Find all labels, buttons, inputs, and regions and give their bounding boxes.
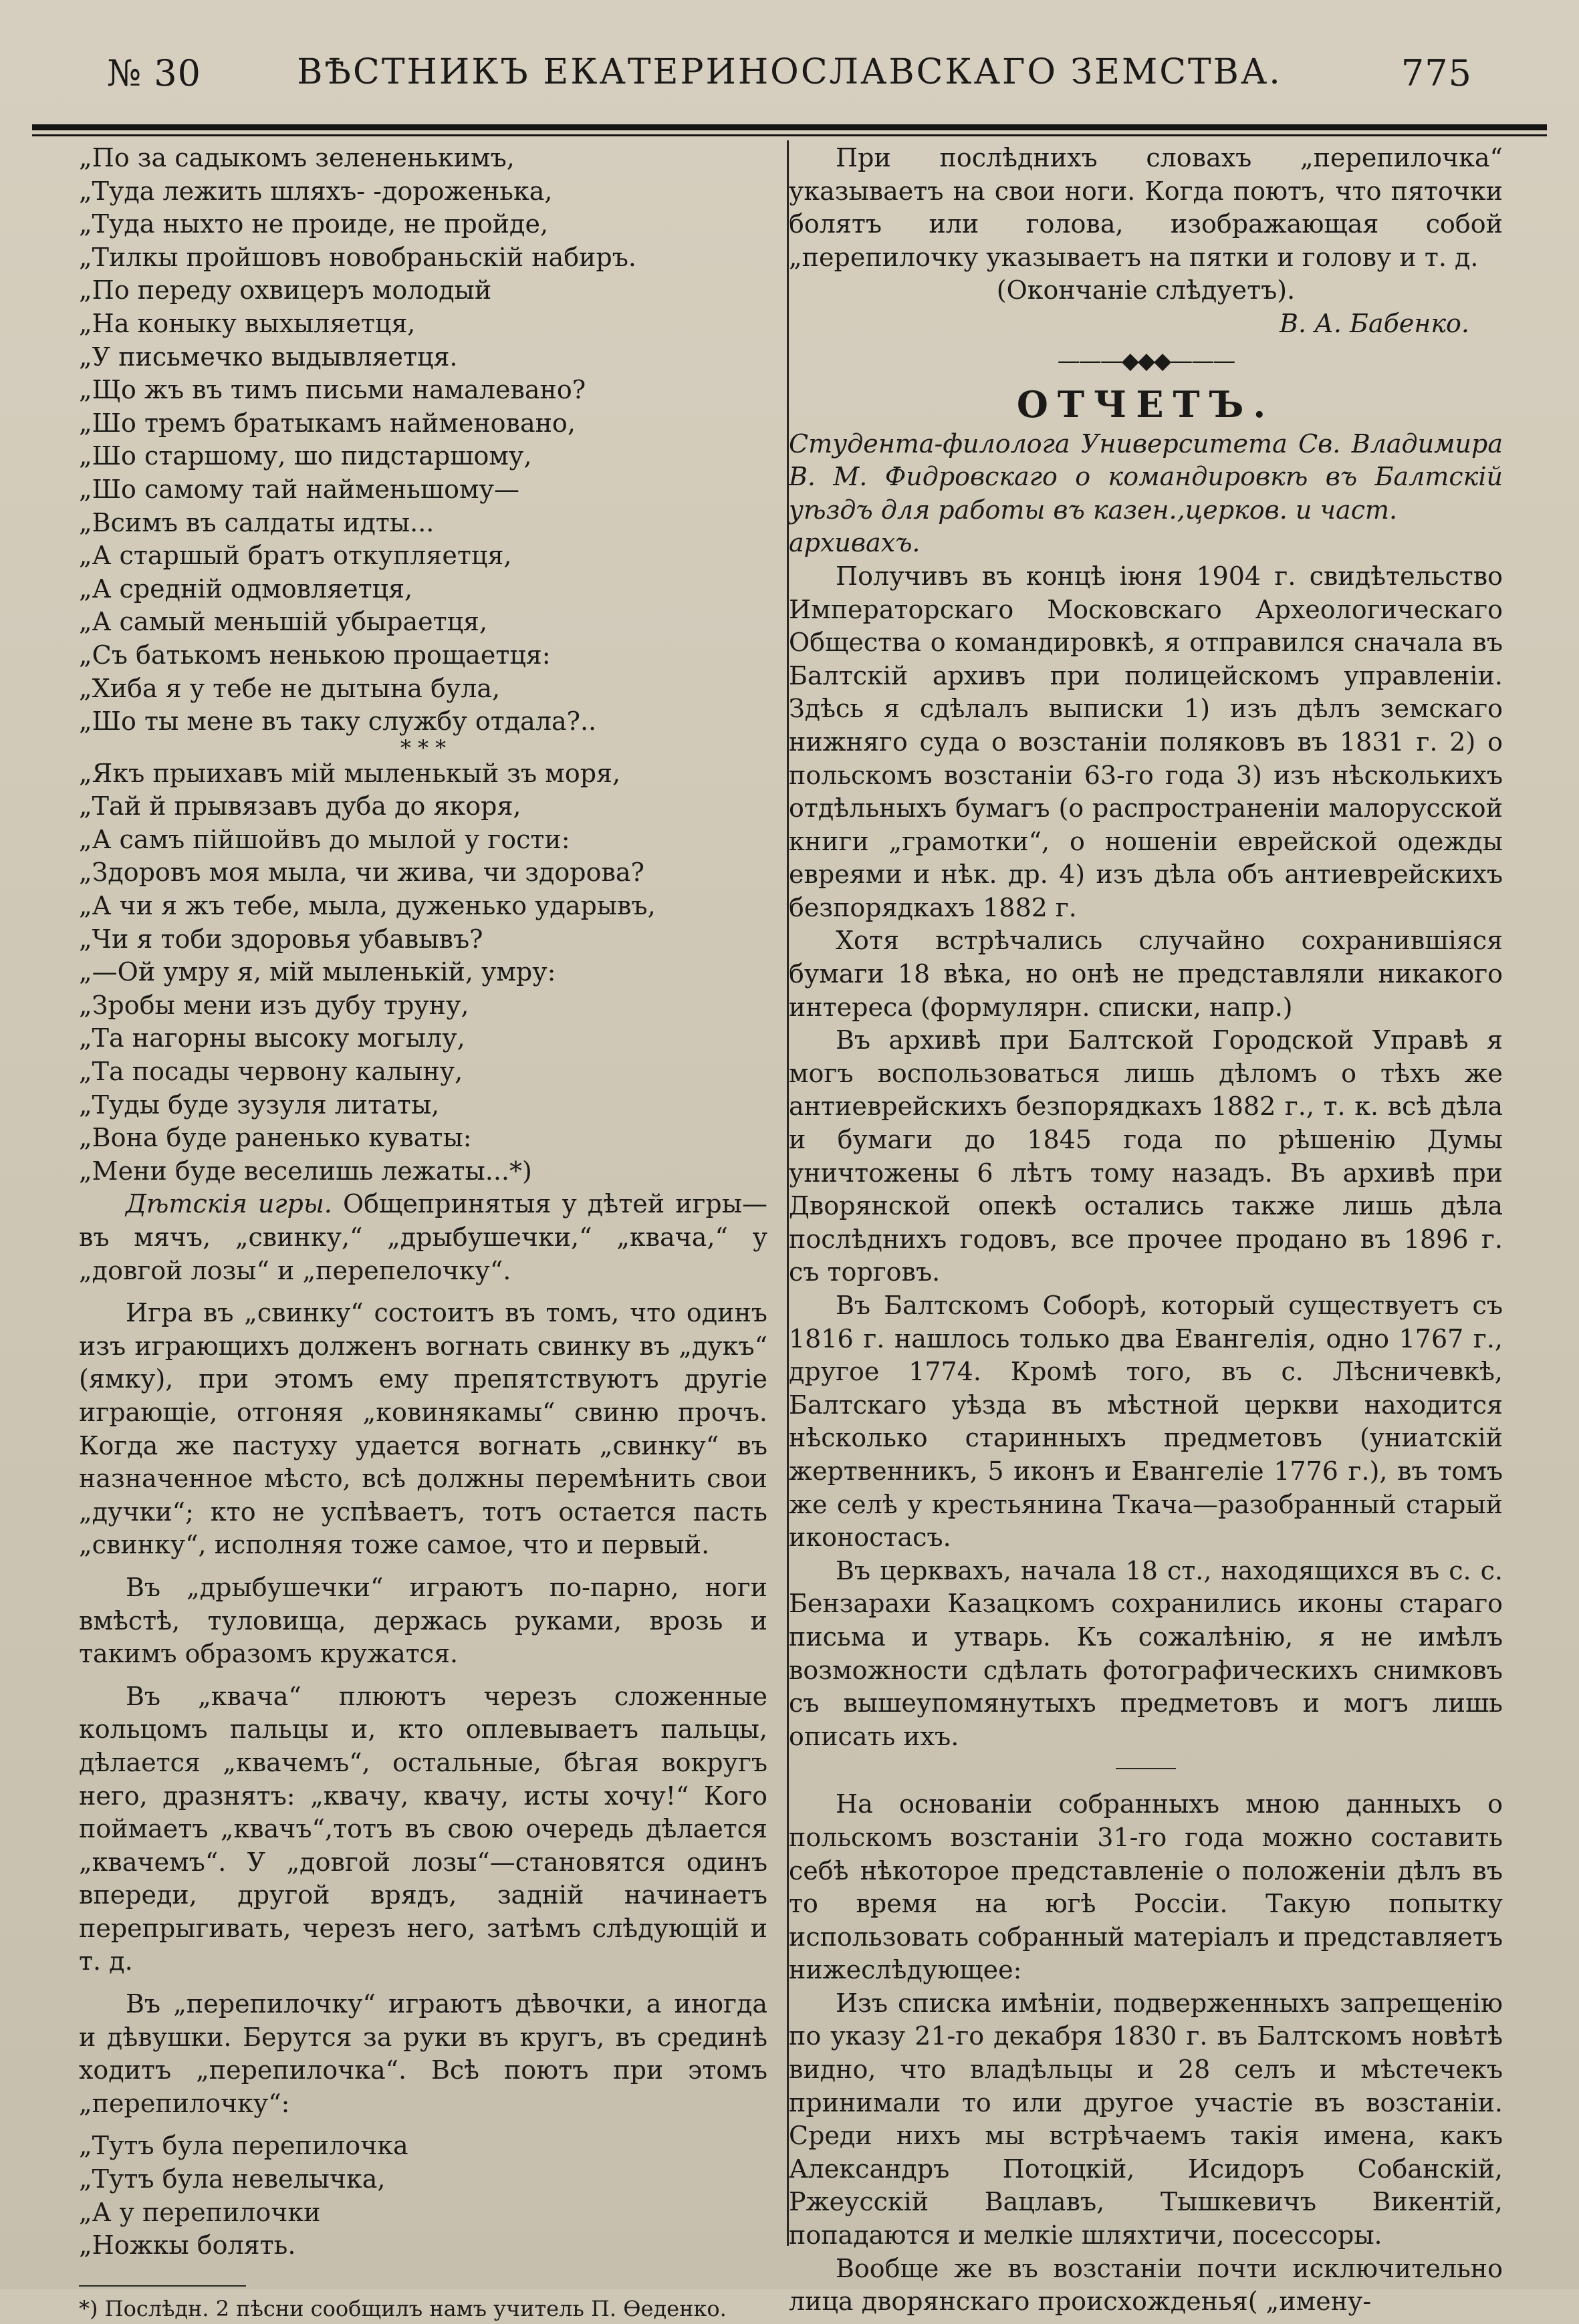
paragraph-last-words: При послѣднихъ словахъ „перепилочка“ указываетъ на свои ноги. Когда поютъ, что пяточки болятъ или голова, изображающая собой „перепилочку указываетъ на пятки и голову и т. д. — [789, 143, 1503, 272]
paragraph-kvacha: Въ „квача“ плюютъ черезъ сложенные кольцомъ пальцы и, кто оплевываетъ пальцы, дѣлается „квачемъ“, остальные, бѣгая вокругъ него, дразнятъ: „квачу, квачу, исты хочу!“ Кого поймаетъ „квачъ“,тотъ въ свою очередь дѣлается „квачемъ“. У „довгой лозы“—становятся одинъ впереди, другой врядъ, задній начинаетъ перепрыгивать, черезъ него, затѣмъ слѣдующій и т. д. — [79, 1681, 767, 1976]
verse-line: „Шо старшому, шо пидстаршому, — [79, 441, 532, 471]
verse-line: „А чи я жъ тебе, мыла, дуженько ударывъ, — [79, 891, 656, 921]
paragraph-estates-list: Изъ списка имѣніи, подверженныхъ запрещенію по указу 21-го декабря 1830 г. въ Балтскомъ новѣтѣ видно, что владѣльцы и 28 селъ и мѣстечекъ принимали то или другое участіе въ возстаніи. Среди нихъ мы встрѣчаемъ такія имена, какъ Александръ Потоцкій, Исидоръ Собанскій, Ржеусскій Вацлавъ, Тышкевичъ Викентій, попадаются и мелкіе шляхтичи, посессоры. — [789, 1988, 1503, 2250]
verse-line: „Чи я тоби здоровья убавывъ? — [79, 924, 483, 954]
footnote-rule — [79, 2285, 246, 2287]
song-verse-3 — [79, 2129, 767, 2262]
verse-line: „Тай й прывязавъ дуба до якоря, — [79, 791, 521, 821]
verse-line: „Туды буде зузуля литаты, — [79, 1089, 440, 1120]
header-rule-thin — [32, 134, 1547, 136]
verse-line: „А средній одмовляетця, — [79, 573, 413, 604]
small-separator — [1116, 1768, 1176, 1769]
verse-line: „Мени буде веселишь лежаты...*) — [79, 1156, 532, 1186]
children-games-heading: Дѣтскія игры. — [126, 1189, 332, 1219]
paragraph-nobility: Вообще же въ возстаніи почти исключительно лица дворянскаго происхожденья( „имену- — [789, 2253, 1503, 2317]
verse-line: „Тутъ була невелычка, — [79, 2164, 386, 2194]
paragraph-uprising-data: На основаніи собранныхъ мною данныхъ о польскомъ возстаніи 31-го года можно составить себѣ нѣкоторое представленіе о положеніи дѣлъ въ то время на югѣ Россіи. Такую попытку использовать собранный матеріалъ и представляетъ нижеслѣдующее: — [789, 1789, 1503, 1985]
paragraph-received: Получивъ въ концѣ іюня 1904 г. свидѣтельство Императорскаго Московскаго Археологическаго Общества о командировкѣ, я отправился сначала въ Балтскій архивъ при полицейскомъ управленіи. Здѣсь я сдѣлалъ выписки 1) изъ дѣлъ земскаго нижняго суда о возстаніи поляковъ въ 1831 г. 2) о польскомъ возстаніи 63-го года 3) изъ нѣсколькихъ отдѣльныхъ бумагъ (о распространеніи малорусской книги „грамотки“, о ношеніи еврейской одежды евреями и нѣк. др. 4) изъ дѣла объ антиеврейскихъ безпорядкахъ 1882 г. — [789, 561, 1503, 922]
report-title: ОТЧЕТЪ. — [1016, 382, 1276, 426]
journal-title: ВѢСТНИКЪ ЕКАТЕРИНОСЛАВСКАГО ЗЕМСТВА. — [297, 52, 1282, 92]
verse-line: „А у перепилочки — [79, 2197, 321, 2227]
footnote: *) Послѣдн. 2 пѣсни сообщилъ намъ учитель П. Өеденко. — [79, 2295, 727, 2321]
page-header — [27, 40, 1552, 114]
paragraph-city-archive: Въ архивѣ при Балтской Городской Управѣ я могъ воспользоваться лишь дѣломъ о тѣхъ же антиеврейскихъ безпорядкахъ 1882 г., т. к. всѣ дѣла и бумаги до 1845 года по рѣшенію Думы уничтожены 6 лѣтъ тому назадъ. Въ архивѣ при Дворянской опекѣ остались также лишь дѣла послѣднихъ годовъ, все прочее продано въ 1896 г. съ торговъ. — [789, 1025, 1503, 1287]
verse-line: „Тутъ була перепилочка — [79, 2131, 408, 2161]
verse-line: „Що жъ въ тимъ письми намалевано? — [79, 375, 586, 405]
paragraph-cathedral: Въ Балтскомъ Соборѣ, который существуетъ съ 1816 г. нашлось только два Евангелія, одно 1767 г., другое 1774. Кромѣ того, въ с. Лѣсничевкѣ, Балтскаго уѣзда въ мѣстной церкви находится нѣсколько старинныхъ предметовъ (униатскій жертвенникъ, 5 иконъ и Евангеліе 1776 г.), въ томъ же селѣ у крестьянина Ткача—разобранный старый иконостасъ. — [789, 1291, 1503, 1553]
song-verse-2 — [79, 757, 767, 1188]
verse-line: „Съ батькомъ ненькою прощаетця: — [79, 640, 551, 670]
verse-line: „По переду охвицеръ молодый — [79, 275, 492, 305]
verse-line: „А старшый братъ откупляетця, — [79, 541, 512, 571]
verse-line: „У письмечко выдывляетця. — [79, 342, 458, 372]
verse-line: „Здоровъ моя мыла, чи жива, чи здорова? — [79, 858, 644, 888]
left-column — [79, 142, 767, 2324]
verse-line: „Шо самому тай найменьшому— — [79, 474, 519, 504]
right-column — [789, 142, 1503, 2319]
issue-number: № 30 — [107, 52, 201, 94]
verse-line: „По за садыкомъ зелененькимъ, — [79, 143, 515, 172]
verse-line: „Та посады червону калыну, — [79, 1057, 463, 1087]
section-asterisks: * * * — [400, 735, 447, 761]
verse-line: „Та нагорны высоку могылу, — [79, 1023, 465, 1053]
verse-line: „Всимъ въ салдаты идты... — [79, 507, 435, 537]
author-signature: В. А. Бабенко. — [1280, 308, 1469, 338]
song-verse-1 — [79, 142, 767, 739]
report-subtitle-line-2: В. М. Фидровскаго о командировкѣ въ Балтскій — [789, 462, 1503, 492]
verse-line: „Тилкы пройшовъ новобраньскій набиръ. — [79, 242, 636, 272]
report-subtitle-line-1: Студента-филолога Университета Св. Владимира — [789, 428, 1503, 459]
paragraph-svinka: Игра въ „свинку“ состоитъ въ томъ, что одинъ изъ играющихъ долженъ вогнать свинку въ „дукъ“ (ямку), при этомъ ему препятствуютъ другіе играющіе, отгоняя „ковинякамы“ свиню прочъ. Когда же пастуху удается вогнать „свинку“ въ назначенное мѣсто, всѣ должны перемѣнить свои „дучки“; кто не успѣваетъ, тотъ остается пасть „свинку“, исполняя тоже самое, что и первый. — [79, 1298, 767, 1560]
verse-line: „А самъ пійшойвъ до мылой у гости: — [79, 824, 570, 854]
verse-line: „Туда ныхто не проиде, не пройде, — [79, 209, 549, 239]
report-subtitle-line-3: уѣздъ для работы въ казен.,церков. и част. архивахъ. — [789, 495, 1398, 558]
verse-line: „Шо ты мене въ таку службу отдала?.. — [79, 706, 597, 737]
paragraph-drybushechki: Въ „дрыбушечки“ играютъ по-парно, ноги вмѣстѣ, туловища, держась руками, врозь и такимъ образомъ кружатся. — [79, 1572, 767, 1669]
ornament-divider: ———◆◆◆——— — [1057, 347, 1235, 374]
verse-line: „Хиба я у тебе не дытына була, — [79, 673, 501, 703]
verse-line: „Туда лежить шляхъ- -дороженька, — [79, 176, 553, 206]
verse-line: „Вона буде раненько куваты: — [79, 1123, 472, 1153]
to-be-continued: (Окончаніе слѣдуетъ). — [996, 275, 1296, 305]
verse-line: „Зробы мени изъ дубу труну, — [79, 990, 469, 1020]
verse-line: „Якъ прыихавъ мій мыленькый зъ моря, — [79, 758, 621, 788]
verse-line: „Шо тремъ братыкамъ найменовано, — [79, 408, 576, 438]
paragraph-18th-century: Хотя встрѣчались случайно сохранившіяся бумаги 18 вѣка, но онѣ не представляли никакого интереса (формулярн. списки, напр.) — [789, 926, 1503, 1022]
verse-line: „Ножкы болять. — [79, 2230, 296, 2261]
verse-line: „—Ой умру я, мій мыленькій, умру: — [79, 957, 556, 987]
children-games-intro: Дѣтскія игры. Общепринятыя у дѣтей игры— въ мячъ, „свинку,“ „дрыбушечки,“ „квача,“ у „довгой лозы“ и „перепелочку“. — [79, 1189, 768, 1285]
paragraph-churches: Въ церквахъ, начала 18 ст., находящихся въ с. с. Бензарахи Казацкомъ сохранились иконы стараго письма и утварь. Къ сожалѣнію, я не имѣлъ возможности сдѣлать фотографическихъ снимковъ съ вышеупомянутыхъ предметовъ и могъ лишь описать ихъ. — [789, 1555, 1503, 1751]
header-rule-thick — [32, 124, 1547, 130]
verse-line: „На коныку выхыляетця, — [79, 308, 416, 338]
paragraph-perepelochka: Въ „перепилочку“ играютъ дѣвочки, а иногда и дѣвушки. Берутся за руки въ кругъ, въ срединѣ ходитъ „перепилочка“. Всѣ поютъ при этомъ „перепилочку“: — [79, 1989, 767, 2118]
page-number: 775 — [1401, 52, 1472, 94]
verse-line: „А самый меньшій убыраетця, — [79, 607, 488, 637]
